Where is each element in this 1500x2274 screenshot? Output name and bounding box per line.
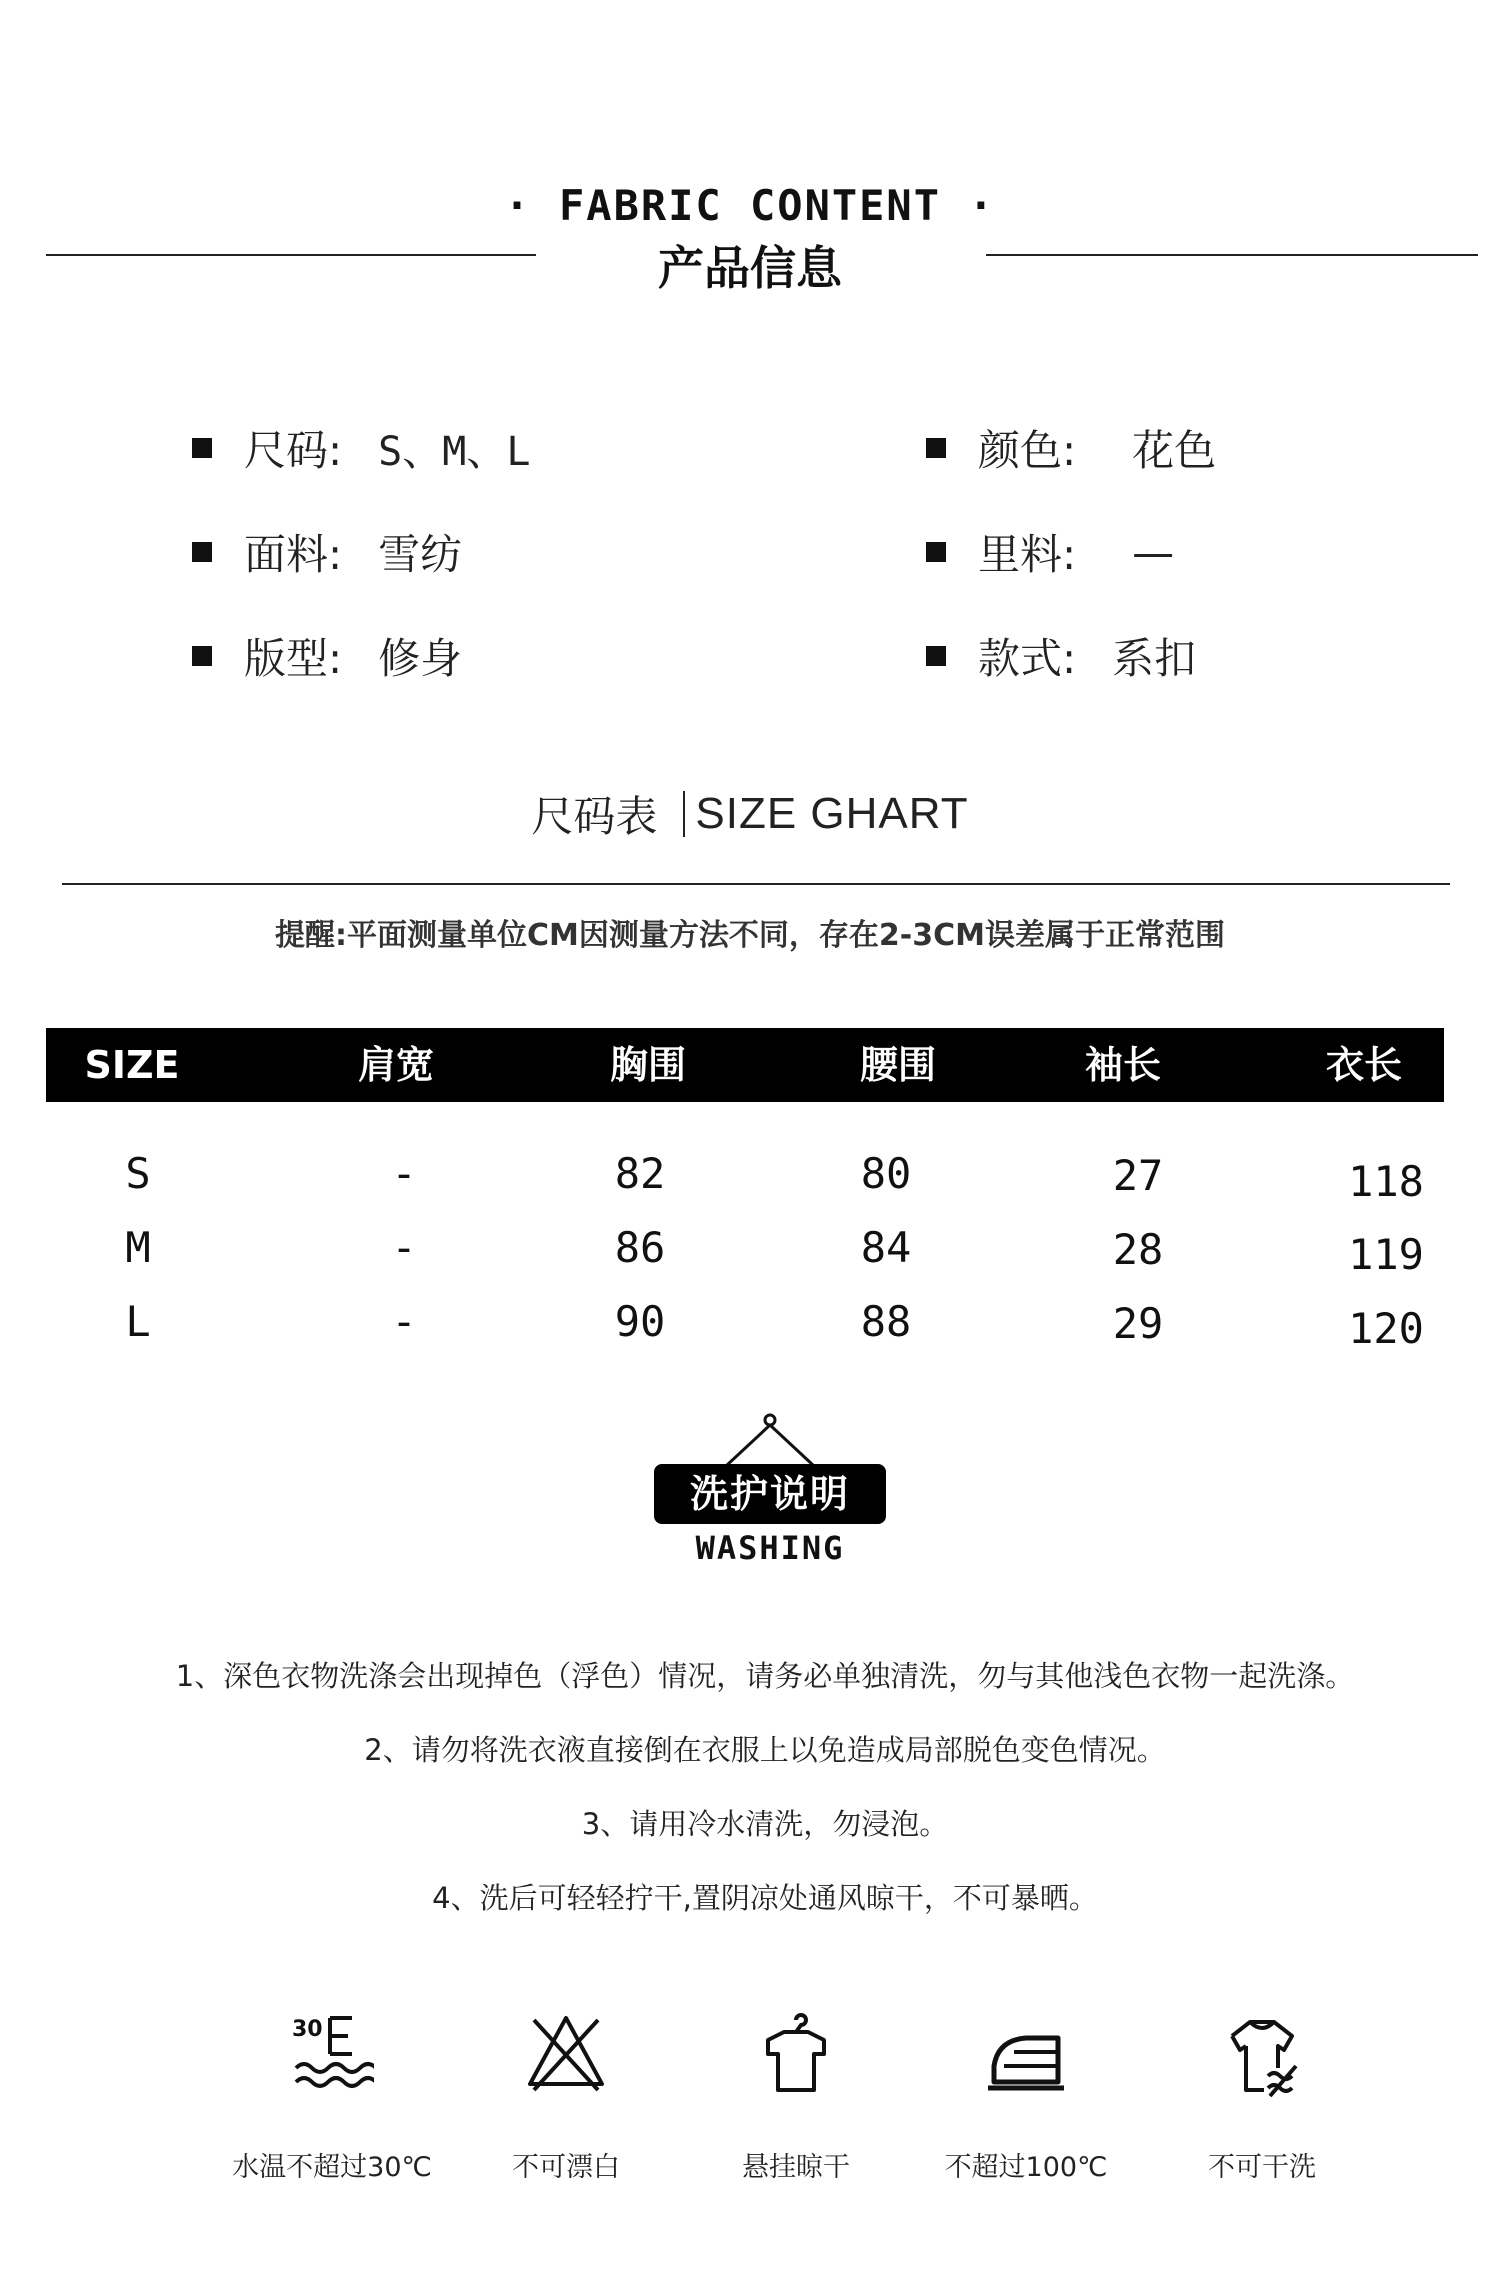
- table-cell: 82: [614, 1149, 666, 1198]
- column-header: 胸围: [609, 1043, 687, 1087]
- measurement-note: 提醒:平面测量单位CM因测量方法不同，存在2-3CM误差属于正常范围: [275, 918, 1225, 953]
- bullet-icon: [926, 646, 946, 666]
- table-cell: 27: [1112, 1151, 1164, 1200]
- column-header: 肩宽: [357, 1043, 435, 1087]
- size-table-header: [46, 1028, 1444, 1102]
- section-title-cn: 产品信息: [658, 241, 842, 295]
- care-item-no-dry-clean: [1162, 2010, 1362, 2220]
- column-header: 腰围: [859, 1043, 937, 1087]
- info-label: 颜色:: [978, 426, 1077, 475]
- info-value: 花色: [1132, 426, 1217, 475]
- table-cell: -: [391, 1297, 417, 1346]
- table-cell: 118: [1348, 1157, 1424, 1206]
- table-cell: 84: [860, 1223, 912, 1272]
- bullet-icon: [192, 438, 212, 458]
- info-label: 尺码:: [244, 426, 343, 475]
- care-label: 不可漂白: [512, 2152, 620, 2183]
- no-bleach-icon: [524, 2010, 608, 2100]
- no-dry-clean-icon: [1220, 2010, 1304, 2100]
- table-cell: 29: [1112, 1299, 1164, 1348]
- info-value: 雪纺: [378, 530, 463, 579]
- info-value: 系扣: [1112, 634, 1197, 683]
- bullet-icon: [192, 542, 212, 562]
- info-item-size: [192, 418, 530, 478]
- washing-note: 2、请勿将洗衣液直接倒在衣服上以免造成局部脱色变色情况。: [364, 1733, 1166, 1767]
- table-cell: 90: [614, 1297, 666, 1346]
- info-item-fit: [192, 626, 462, 686]
- table-cell: 86: [614, 1223, 666, 1272]
- info-item-fabric: [192, 522, 462, 582]
- water-temp-badge: 30: [292, 2017, 323, 2042]
- table-cell: 80: [860, 1149, 912, 1198]
- care-item-no-bleach: [466, 2010, 666, 2220]
- info-value: —: [1132, 527, 1175, 577]
- hang-dry-icon: [754, 2010, 838, 2100]
- info-label: 版型:: [244, 634, 343, 683]
- info-label: 里料:: [978, 530, 1077, 579]
- table-cell: 88: [860, 1297, 912, 1346]
- size-chart-title-en: SIZE GHART: [695, 789, 969, 838]
- info-value: 修身: [378, 634, 463, 683]
- care-label: 不可干洗: [1208, 2152, 1316, 2183]
- table-cell: -: [391, 1149, 417, 1198]
- table-cell: 28: [1112, 1225, 1164, 1274]
- column-header: SIZE: [84, 1043, 180, 1087]
- table-cell: M: [125, 1223, 151, 1272]
- info-value: S、M、L: [378, 428, 531, 475]
- size-chart-title-cn: 尺码表: [531, 792, 658, 841]
- care-item-hang-dry: [696, 2010, 896, 2220]
- table-cell: -: [391, 1223, 417, 1272]
- care-label: 悬挂晾干: [742, 2152, 850, 2183]
- care-item-iron: [926, 2010, 1126, 2220]
- size-chart-divider: [62, 883, 1450, 885]
- washing-note: 1、深色衣物洗涤会出现掉色（浮色）情况，请务必单独清洗，勿与其他浅色衣物一起洗涤。: [175, 1659, 1355, 1693]
- column-header: 衣长: [1325, 1043, 1403, 1087]
- bullet-icon: [926, 438, 946, 458]
- info-item-lining: [926, 522, 1174, 582]
- iron-icon: [984, 2010, 1068, 2100]
- washing-note: 3、请用冷水清洗，勿浸泡。: [581, 1807, 949, 1841]
- heading-separator: [683, 791, 685, 837]
- table-cell: 119: [1348, 1230, 1424, 1279]
- section-title-en: · FABRIC CONTENT ·: [504, 181, 996, 230]
- care-item-water-temp: [232, 2010, 432, 2220]
- care-label: 不超过100℃: [944, 2152, 1108, 2183]
- hanger-icon: [710, 1410, 830, 1470]
- washing-badge: 洗护说明: [654, 1464, 886, 1524]
- table-cell: 120: [1348, 1304, 1424, 1353]
- info-item-style: [926, 626, 1196, 686]
- washing-note: 4、洗后可轻轻拧干,置阴凉处通风晾干，不可暴晒。: [432, 1881, 1098, 1915]
- info-label: 款式:: [978, 634, 1077, 683]
- table-cell: S: [125, 1149, 151, 1198]
- water-temp-30-icon: [290, 2010, 374, 2100]
- bullet-icon: [192, 646, 212, 666]
- info-item-color: [926, 418, 1216, 478]
- column-header: 袖长: [1084, 1043, 1162, 1087]
- care-label: 水温不超过30℃: [232, 2152, 432, 2183]
- info-label: 面料:: [244, 530, 343, 579]
- size-chart-heading: [0, 784, 1500, 844]
- table-cell: L: [125, 1297, 151, 1346]
- bullet-icon: [926, 542, 946, 562]
- washing-title-en: WASHING: [695, 1529, 845, 1567]
